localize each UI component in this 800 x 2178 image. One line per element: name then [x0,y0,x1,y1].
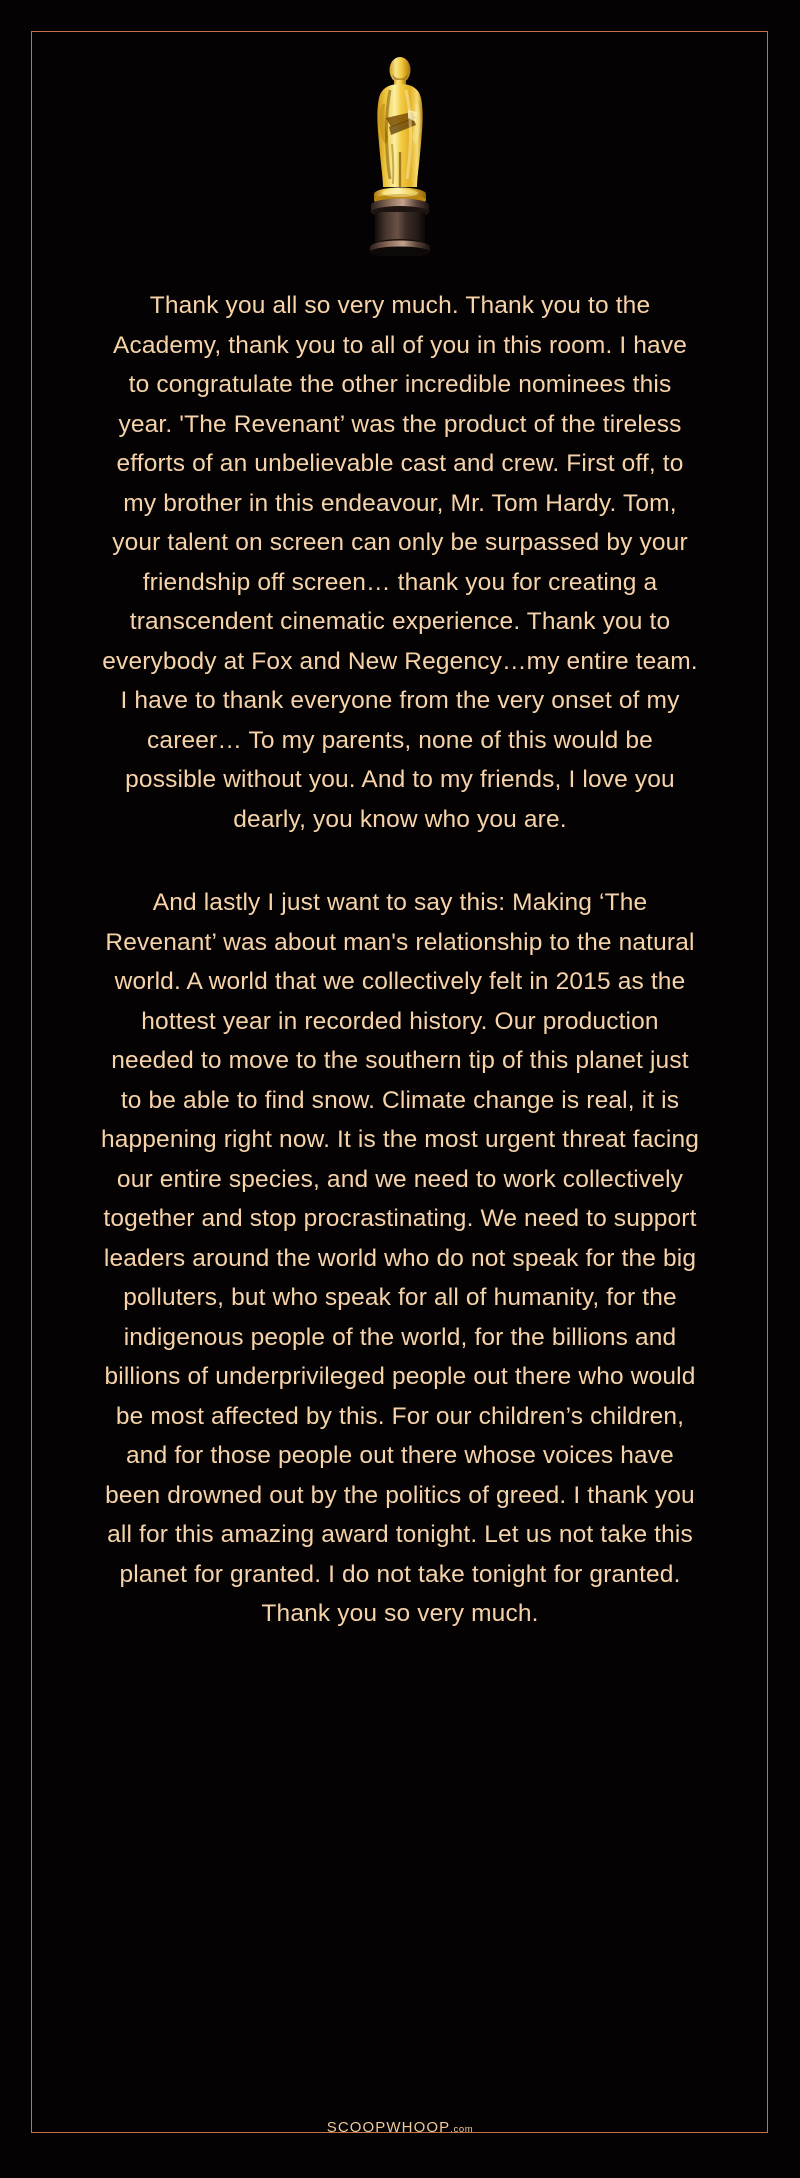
brand-name: SCOOPWHOOP [326,2119,451,2136]
brand-tld: .com [450,2124,474,2135]
oscar-statuette-icon [320,44,480,256]
speech-paragraph-1: Thank you all so very much. Thank you to the Academy, thank you to all of you in this room. I have to congratulate the other incredible nominees this year. 'The Revenant’ was the product of the tireless efforts of an unbelievable cast and crew. First off, to my brother in this endeavour, Mr. Tom Hardy. Tom, your talent on screen can only be surpassed by your friendship off screen… thank you for creating a transcendent cinematic experience. Thank you to everybody at Fox and New Regency…my entire team. I have to thank everyone from the very onset of my career… To my parents, none of this would be possible without you. And to my friends, I love you dearly, you know who you are. [102,292,698,833]
footer [0,2119,800,2137]
poster-content [32,32,768,2132]
scoopwhoop-logo[interactable] [327,2119,474,2136]
speech-paragraph-2: And lastly I just want to say this: Making ‘The Revenant’ was about man's relationship to the natural world. A world that we collectively felt in 2015 as the hottest year in recorded history. Our production needed to move to the southern tip of this planet just to be able to find snow. Climate change is real, it is happening right now. It is the most urgent threat facing our entire species, and we need to work collectively together and stop procrastinating. We need to support leaders around the world who do not speak for the big polluters, but who speak for all of humanity, for the indigenous people of the world, for the billions and billions of underprivileged people out there who would be most affected by this. For our children’s children, and for those people out there whose voices have been drowned out by the politics of greed. I thank you all for this amazing award tonight. Let us not take this planet for granted. I do not take tonight for granted. Thank you so very much. [100,889,700,1627]
speech-body [100,286,700,1634]
